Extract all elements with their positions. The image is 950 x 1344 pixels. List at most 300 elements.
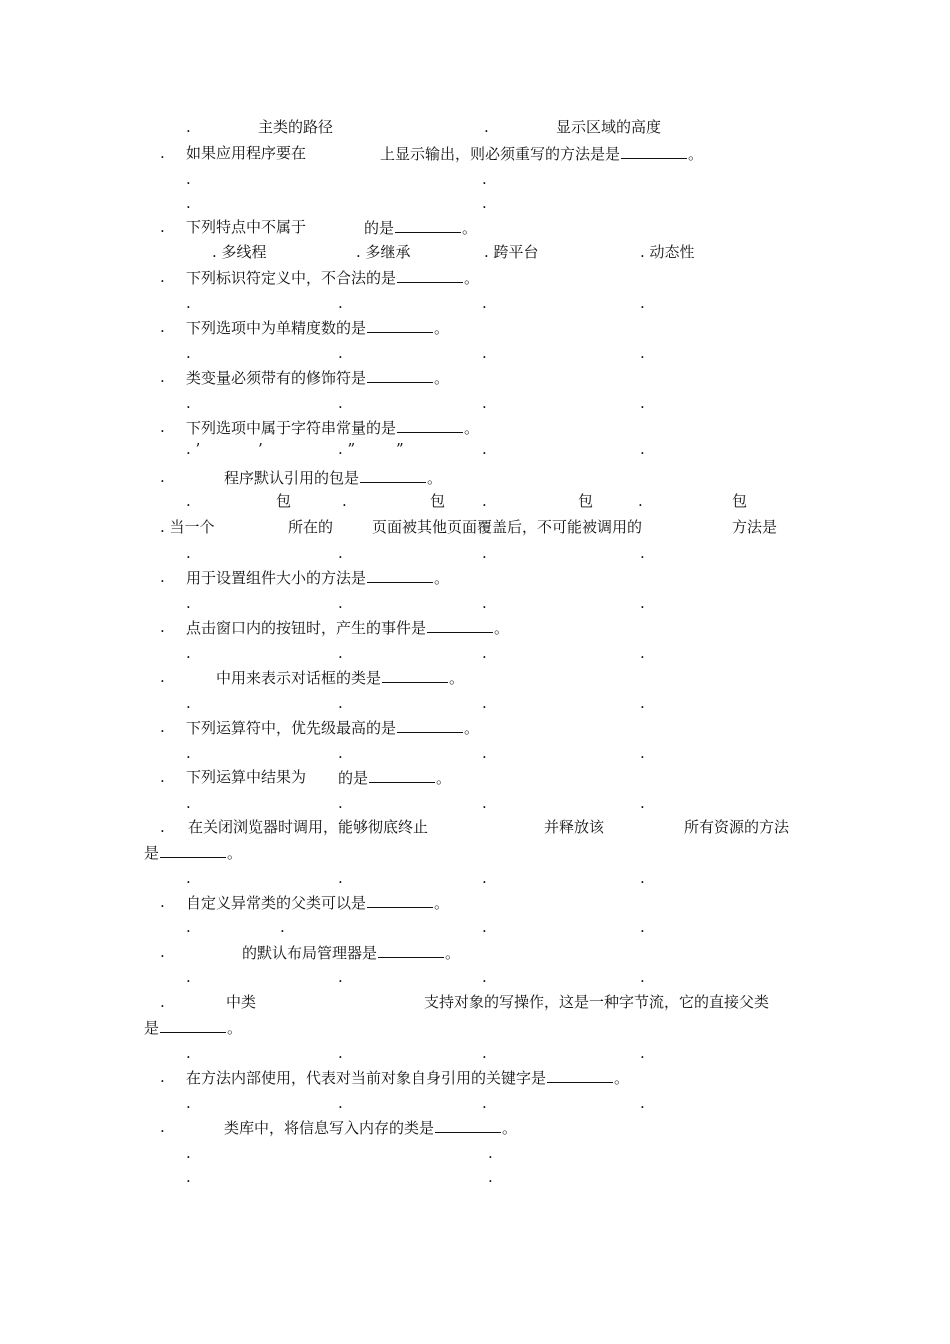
text-line xyxy=(338,344,343,362)
text-segment: 。 xyxy=(462,219,478,237)
text-line xyxy=(338,644,343,662)
text-segment: 的是 xyxy=(338,769,369,787)
text-line xyxy=(578,492,593,510)
text-segment: . xyxy=(186,869,191,887)
text-segment: . xyxy=(488,1168,493,1186)
text-segment: . xyxy=(338,294,343,312)
text-segment: . xyxy=(338,869,343,887)
text-line xyxy=(186,644,191,662)
text-segment: . xyxy=(482,492,487,510)
text-segment: . ’ xyxy=(186,440,201,458)
text-line xyxy=(372,518,642,536)
text-segment: . xyxy=(482,918,487,936)
text-line xyxy=(482,1044,487,1062)
text-segment: 方法是 xyxy=(732,518,778,536)
text-line xyxy=(186,768,306,786)
text-segment: . xyxy=(160,768,165,786)
text-segment: 用于设置组件大小的方法是 xyxy=(186,569,367,587)
text-segment: . xyxy=(482,440,487,458)
text-segment: . xyxy=(482,594,487,612)
text-segment: . 动态性 xyxy=(640,243,695,261)
text-segment: . xyxy=(640,869,645,887)
text-line xyxy=(160,368,165,386)
text-line xyxy=(482,394,487,412)
text-line xyxy=(160,768,165,786)
text-segment: 主类的路径 xyxy=(258,118,334,136)
text-segment: 上显示输出，则必须重写的方法是是 xyxy=(380,145,621,163)
text-line xyxy=(338,294,343,312)
text-line xyxy=(482,794,487,812)
text-segment: . xyxy=(484,118,489,136)
text-segment: . xyxy=(482,869,487,887)
text-line xyxy=(342,492,347,510)
text-line xyxy=(484,243,539,261)
text-line xyxy=(186,368,449,387)
text-segment: . xyxy=(160,993,165,1011)
text-line xyxy=(482,344,487,362)
text-line xyxy=(338,1094,343,1112)
text-segment: . xyxy=(338,744,343,762)
text-segment: . xyxy=(342,492,347,510)
text-segment: . xyxy=(186,118,191,136)
text-segment: . xyxy=(338,594,343,612)
text-line xyxy=(338,768,451,787)
text-line xyxy=(544,818,604,836)
text-line xyxy=(338,440,355,458)
text-segment: 下列选项中属于字符串常量的是 xyxy=(186,419,397,437)
answer-blank xyxy=(367,568,433,583)
text-line xyxy=(640,344,645,362)
text-segment: . xyxy=(160,1068,165,1086)
text-segment: . xyxy=(186,594,191,612)
text-line xyxy=(160,668,165,686)
text-line xyxy=(186,968,191,986)
text-line xyxy=(186,440,200,458)
answer-blank xyxy=(367,368,433,383)
text-line xyxy=(482,1094,487,1112)
text-segment: . xyxy=(482,544,487,562)
text-segment: . xyxy=(338,1044,343,1062)
text-segment: 。 xyxy=(494,619,510,637)
text-segment: . xyxy=(482,644,487,662)
text-segment: . xyxy=(482,794,487,812)
text-segment: . xyxy=(160,368,165,386)
text-line xyxy=(186,918,191,936)
text-segment: . xyxy=(482,394,487,412)
text-line xyxy=(186,118,191,136)
text-segment: 下列标识符定义中，不合法的是 xyxy=(186,269,397,287)
text-segment: . 当一个 xyxy=(160,518,215,536)
text-line xyxy=(482,869,487,887)
text-line xyxy=(640,440,645,458)
text-segment: . xyxy=(482,1044,487,1062)
text-line xyxy=(186,594,191,612)
text-segment: . xyxy=(160,268,165,286)
answer-blank xyxy=(427,618,493,633)
answer-blank xyxy=(367,893,433,908)
answer-blank xyxy=(395,218,461,233)
text-segment: 。 xyxy=(434,319,450,337)
text-segment: 。 xyxy=(464,419,480,437)
text-segment: . xyxy=(640,594,645,612)
text-segment: . xyxy=(186,170,191,188)
text-segment: . xyxy=(186,694,191,712)
text-segment: ’ xyxy=(258,440,263,458)
text-segment: ” xyxy=(396,440,404,458)
text-line xyxy=(482,294,487,312)
text-line xyxy=(640,918,645,936)
text-line xyxy=(556,118,661,136)
text-segment: . xyxy=(186,1144,191,1162)
text-segment: . xyxy=(640,794,645,812)
answer-blank xyxy=(397,268,463,283)
text-segment: 程序默认引用的包是 xyxy=(224,469,360,487)
text-line xyxy=(364,218,477,237)
answer-blank xyxy=(547,1068,613,1083)
text-line xyxy=(186,294,191,312)
text-line xyxy=(338,594,343,612)
text-segment: . xyxy=(640,1094,645,1112)
text-segment: 包 xyxy=(430,492,446,510)
text-segment: . xyxy=(482,968,487,986)
text-segment: . xyxy=(640,440,645,458)
text-line xyxy=(338,1044,343,1062)
text-segment: 如果应用程序要在 xyxy=(186,144,307,162)
text-line xyxy=(640,794,645,812)
text-line xyxy=(640,869,645,887)
text-line xyxy=(640,243,695,261)
text-line xyxy=(488,1144,493,1162)
text-segment: . xyxy=(640,344,645,362)
text-segment: 类库中，将信息写入内存的类是 xyxy=(224,1119,435,1137)
text-line xyxy=(226,993,256,1011)
text-segment: . xyxy=(186,294,191,312)
text-segment: . xyxy=(186,544,191,562)
text-segment: 包 xyxy=(732,492,748,510)
text-line xyxy=(160,943,165,961)
text-segment: . xyxy=(186,1044,191,1062)
text-segment: 显示区域的高度 xyxy=(556,118,662,136)
text-segment: . xyxy=(186,492,191,510)
text-line xyxy=(482,170,487,188)
text-line xyxy=(160,718,165,736)
text-segment: . xyxy=(640,968,645,986)
text-line xyxy=(216,668,464,687)
text-segment: 页面被其他页面覆盖后，不可能被调用的 xyxy=(372,518,643,536)
text-segment: . xyxy=(186,1168,191,1186)
text-segment: 并释放该 xyxy=(544,818,605,836)
text-segment: . ” xyxy=(338,440,356,458)
text-segment: . xyxy=(488,1144,493,1162)
text-segment: 。 xyxy=(434,569,450,587)
text-line xyxy=(640,544,645,562)
text-segment: 。 xyxy=(688,145,704,163)
text-segment: . xyxy=(160,144,165,162)
text-line xyxy=(338,794,343,812)
text-segment: . xyxy=(482,694,487,712)
text-segment: 。 xyxy=(227,844,243,862)
text-segment: 。 xyxy=(464,269,480,287)
text-line xyxy=(186,394,191,412)
text-segment: . xyxy=(338,794,343,812)
text-line xyxy=(160,468,165,486)
text-segment: . xyxy=(482,294,487,312)
text-line xyxy=(186,1168,191,1186)
text-line xyxy=(186,869,191,887)
answer-blank xyxy=(360,468,426,483)
text-segment: . xyxy=(160,668,165,686)
text-segment: 下列运算符中，优先级最高的是 xyxy=(186,719,397,737)
text-line xyxy=(338,394,343,412)
text-line xyxy=(276,492,291,510)
text-segment: . xyxy=(338,394,343,412)
text-line xyxy=(186,418,479,437)
text-segment: . xyxy=(160,418,165,436)
text-segment: . xyxy=(186,344,191,362)
text-segment: . xyxy=(160,318,165,336)
text-line xyxy=(288,518,333,536)
text-line xyxy=(186,568,449,587)
text-segment: . xyxy=(160,568,165,586)
text-line xyxy=(186,344,191,362)
text-segment: . xyxy=(640,644,645,662)
text-line xyxy=(424,993,769,1011)
text-line xyxy=(482,440,487,458)
text-segment: . xyxy=(338,1094,343,1112)
text-line xyxy=(224,1118,517,1137)
text-line xyxy=(258,440,263,458)
text-line xyxy=(186,618,509,637)
text-line xyxy=(640,644,645,662)
text-segment: 所在的 xyxy=(288,518,334,536)
text-line xyxy=(212,243,267,261)
answer-blank xyxy=(621,144,687,159)
text-segment: . xyxy=(640,294,645,312)
text-line xyxy=(160,418,165,436)
text-line xyxy=(186,144,306,162)
text-segment: . xyxy=(338,968,343,986)
text-line xyxy=(186,694,191,712)
text-segment: . xyxy=(160,818,165,836)
text-line xyxy=(160,568,165,586)
text-line xyxy=(732,492,747,510)
text-line xyxy=(356,243,411,261)
text-segment: 支持对象的写操作，这是一种字节流，它的直接父类 xyxy=(424,993,770,1011)
text-line xyxy=(338,744,343,762)
text-segment: . xyxy=(280,918,285,936)
text-line xyxy=(186,194,191,212)
text-segment: . xyxy=(338,544,343,562)
text-line xyxy=(482,492,487,510)
text-segment: 中类 xyxy=(226,993,257,1011)
text-line xyxy=(640,694,645,712)
text-line xyxy=(160,1068,165,1086)
text-line xyxy=(186,718,479,737)
text-line xyxy=(160,318,165,336)
text-segment: . xyxy=(160,943,165,961)
text-line xyxy=(482,694,487,712)
text-segment: 下列运算中结果为 xyxy=(186,768,307,786)
text-line xyxy=(258,118,333,136)
text-segment: . xyxy=(186,394,191,412)
text-segment: 所有资源的方法 xyxy=(684,818,790,836)
text-line xyxy=(280,918,285,936)
text-line xyxy=(160,144,165,162)
text-line xyxy=(482,968,487,986)
answer-blank xyxy=(160,843,226,858)
text-line xyxy=(638,492,643,510)
text-line xyxy=(186,492,191,510)
text-line xyxy=(338,544,343,562)
text-line xyxy=(640,1094,645,1112)
text-segment: . xyxy=(482,194,487,212)
answer-blank xyxy=(367,318,433,333)
answer-blank xyxy=(435,1118,501,1133)
text-segment: 。 xyxy=(427,469,443,487)
text-segment: . xyxy=(338,644,343,662)
text-segment: 。 xyxy=(464,719,480,737)
text-line xyxy=(188,818,428,836)
text-line xyxy=(484,118,489,136)
text-segment: 。 xyxy=(227,1019,243,1037)
text-line xyxy=(160,268,165,286)
text-segment: . xyxy=(186,918,191,936)
text-line xyxy=(160,218,165,236)
text-line xyxy=(186,1044,191,1062)
text-segment: . xyxy=(482,1094,487,1112)
text-segment: 。 xyxy=(449,669,465,687)
text-segment: . xyxy=(482,744,487,762)
text-line xyxy=(482,744,487,762)
text-segment: . xyxy=(338,344,343,362)
text-segment: . xyxy=(186,194,191,212)
text-line xyxy=(338,968,343,986)
text-line xyxy=(482,194,487,212)
text-line xyxy=(224,468,442,487)
text-segment: . xyxy=(640,1044,645,1062)
text-segment: . xyxy=(186,794,191,812)
text-line xyxy=(186,744,191,762)
text-line xyxy=(396,440,404,458)
text-segment: . xyxy=(186,1094,191,1112)
text-segment: . 多线程 xyxy=(212,243,267,261)
text-segment: 。 xyxy=(434,369,450,387)
text-segment: . xyxy=(160,218,165,236)
text-segment: . xyxy=(160,893,165,911)
text-line xyxy=(640,394,645,412)
text-line xyxy=(160,618,165,636)
text-line xyxy=(144,843,242,862)
text-segment: . xyxy=(482,170,487,188)
text-segment: 在关闭浏览器时调用，能够彻底终止 xyxy=(188,818,429,836)
text-segment: 包 xyxy=(578,492,594,510)
text-line xyxy=(338,869,343,887)
answer-blank xyxy=(160,1018,226,1033)
text-line xyxy=(640,744,645,762)
text-line xyxy=(338,694,343,712)
text-segment: 是 xyxy=(144,1019,160,1037)
text-segment: . xyxy=(160,618,165,636)
text-segment: . xyxy=(160,1118,165,1136)
text-segment: . xyxy=(160,718,165,736)
text-segment: . xyxy=(640,544,645,562)
text-segment: 点击窗口内的按钮时，产生的事件是 xyxy=(186,619,427,637)
text-line xyxy=(640,294,645,312)
text-segment: 。 xyxy=(445,944,461,962)
text-line xyxy=(186,1144,191,1162)
text-line xyxy=(482,918,487,936)
text-segment: 。 xyxy=(434,894,450,912)
text-segment: 中用来表示对话框的类是 xyxy=(216,669,382,687)
text-segment: . xyxy=(640,744,645,762)
text-line xyxy=(160,518,215,536)
text-segment: 下列选项中为单精度数的是 xyxy=(186,319,367,337)
text-line xyxy=(186,268,479,287)
text-segment: 是 xyxy=(144,844,160,862)
text-segment: 下列特点中不属于 xyxy=(186,218,307,236)
text-segment: 类变量必须带有的修饰符是 xyxy=(186,369,367,387)
text-line xyxy=(640,1044,645,1062)
text-line xyxy=(684,818,789,836)
text-line xyxy=(186,170,191,188)
text-segment: . xyxy=(640,394,645,412)
text-line xyxy=(186,1094,191,1112)
text-line xyxy=(488,1168,493,1186)
text-line xyxy=(160,1118,165,1136)
text-segment: 的默认布局管理器是 xyxy=(242,944,378,962)
text-segment: . xyxy=(160,468,165,486)
text-segment: 自定义异常类的父类可以是 xyxy=(186,894,367,912)
text-line xyxy=(160,818,165,836)
text-segment: . xyxy=(482,344,487,362)
text-line xyxy=(144,1018,242,1037)
answer-blank xyxy=(397,718,463,733)
text-segment: 。 xyxy=(614,1069,630,1087)
text-segment: 包 xyxy=(276,492,292,510)
text-line xyxy=(186,893,449,912)
text-line xyxy=(640,594,645,612)
text-line xyxy=(186,1068,629,1087)
text-segment: . 多继承 xyxy=(356,243,411,261)
text-line xyxy=(186,218,306,236)
text-line xyxy=(732,518,777,536)
text-line xyxy=(482,544,487,562)
text-segment: . 跨平台 xyxy=(484,243,539,261)
text-segment: . xyxy=(638,492,643,510)
text-segment: . xyxy=(640,694,645,712)
text-segment: . xyxy=(338,694,343,712)
text-line xyxy=(186,318,449,337)
text-segment: . xyxy=(640,918,645,936)
text-segment: 的是 xyxy=(364,219,395,237)
text-line xyxy=(186,794,191,812)
answer-blank xyxy=(397,418,463,433)
text-segment: . xyxy=(186,744,191,762)
answer-blank xyxy=(369,768,435,783)
text-line xyxy=(160,893,165,911)
text-line xyxy=(640,968,645,986)
answer-blank xyxy=(378,943,444,958)
text-line xyxy=(482,594,487,612)
text-line xyxy=(160,993,165,1011)
text-line xyxy=(482,644,487,662)
text-segment: . xyxy=(186,968,191,986)
text-segment: 在方法内部使用，代表对当前对象自身引用的关键字是 xyxy=(186,1069,547,1087)
text-segment: . xyxy=(186,644,191,662)
text-line xyxy=(242,943,460,962)
text-line xyxy=(430,492,445,510)
text-line xyxy=(380,144,703,163)
